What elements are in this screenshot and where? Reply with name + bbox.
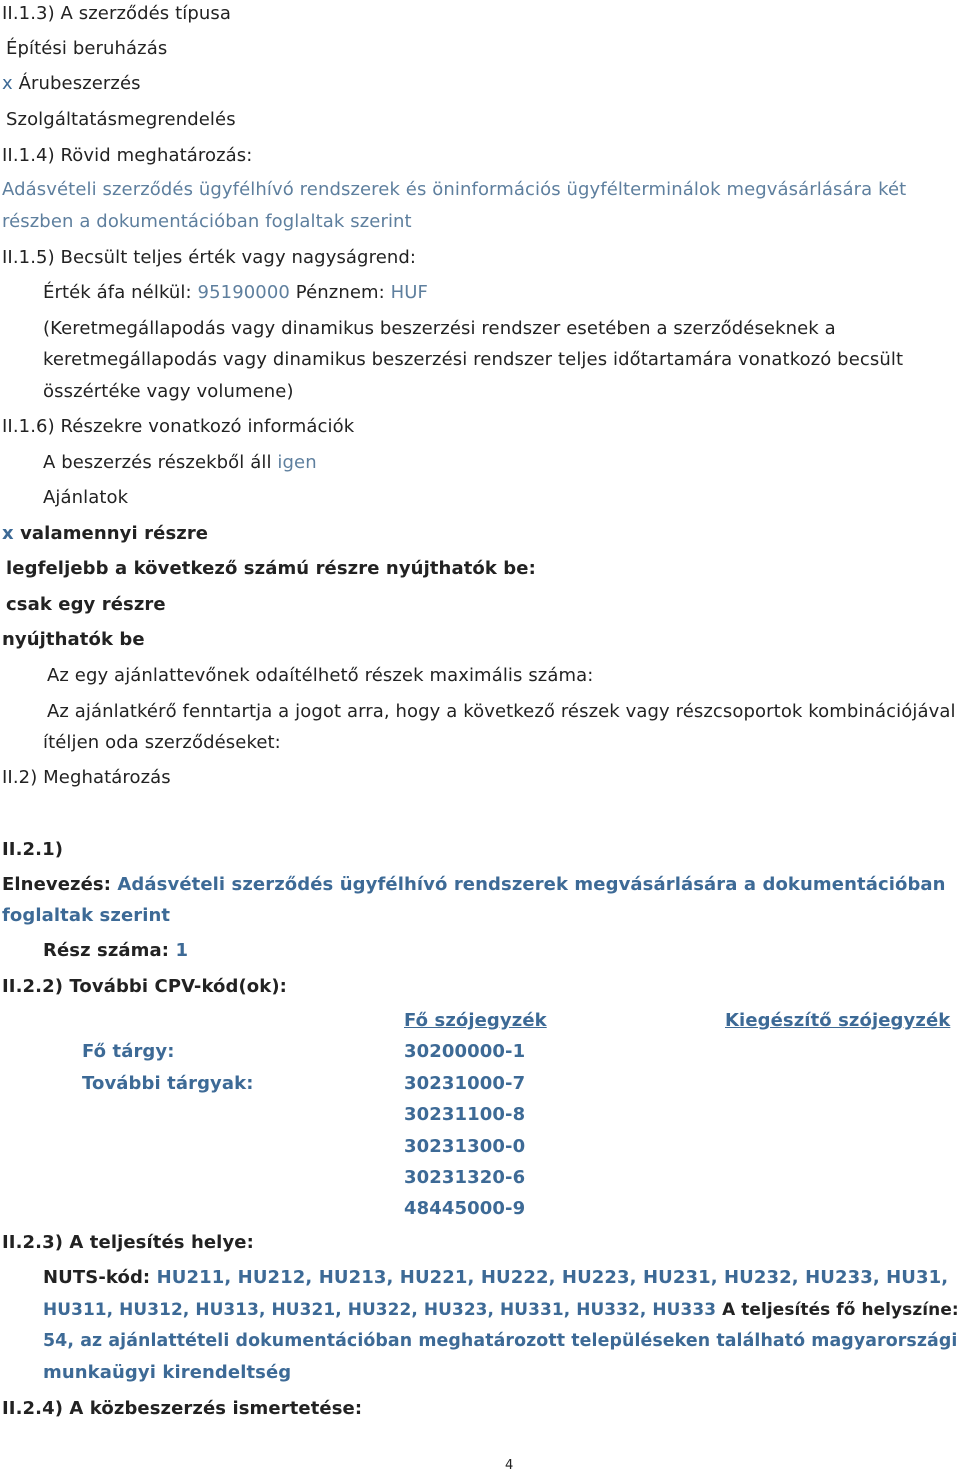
- cpv-code: 30231320-6: [404, 1167, 526, 1188]
- main-place-line-2: munkaügyi kirendeltség: [43, 1362, 292, 1383]
- cpv-code: 30231300-0: [404, 1136, 526, 1157]
- one-part-option: csak egy részre: [6, 594, 166, 615]
- column-header-main-vocabulary: Fő szójegyzék: [404, 1010, 547, 1031]
- parts-row: A beszerzés részekből áll igen: [43, 452, 317, 473]
- short-description-line-2: részben a dokumentációban foglaltak szerint: [2, 211, 412, 232]
- name-value-line-2: foglaltak szerint: [2, 905, 171, 926]
- cpv-code: 48445000-9: [404, 1198, 526, 1219]
- part-number-value: 1: [175, 940, 189, 961]
- estimated-value-note-line-1: (Keretmegállapodás vagy dinamikus beszerzési rendszer esetében a szerződéseknek a: [43, 318, 836, 339]
- combination-text-line-2: ítéljen oda szerződéseket:: [43, 732, 281, 753]
- nuts-row: NUTS-kód: HU211, HU212, HU213, HU221, HU222, HU223, HU231, HU232, HU233, HU31,: [43, 1267, 949, 1288]
- contract-type-option-services: Szolgáltatásmegrendelés: [6, 109, 236, 130]
- selected-mark: x: [2, 73, 13, 94]
- section-heading-cpv-codes: II.2.2) További CPV-kód(ok):: [2, 976, 287, 997]
- section-heading-2-2-1: II.2.1): [2, 839, 64, 860]
- estimated-value-row: Érték áfa nélkül: 95190000 Pénznem: HUF: [43, 282, 429, 303]
- max-parts-option: legfeljebb a következő számú részre nyújthatók be:: [6, 558, 536, 579]
- cpv-code: 30231100-8: [404, 1104, 526, 1125]
- section-heading-description: II.2) Meghatározás: [2, 767, 171, 788]
- section-heading-parts-info: II.1.6) Részekre vonatkozó információk: [2, 416, 355, 437]
- estimated-value-note-line-3: összértéke vagy volumene): [43, 381, 294, 402]
- estimated-value: 95190000: [197, 282, 290, 303]
- section-heading-procurement-description: II.2.4) A közbeszerzés ismertetése:: [2, 1398, 363, 1419]
- contract-type-option-goods: x Árubeszerzés: [2, 73, 141, 94]
- estimated-value-note-line-2: keretmegállapodás vagy dinamikus beszerzési rendszer teljes időtartamára vonatkozó becsült: [43, 349, 904, 370]
- selected-mark: x: [2, 523, 14, 544]
- column-header-supplementary-vocabulary: Kiegészítő szójegyzék: [725, 1010, 951, 1031]
- additional-objects-label: További tárgyak:: [82, 1073, 254, 1094]
- nuts-row-2: [43, 1298, 959, 1320]
- section-heading-contract-type: II.1.3) A szerződés típusa: [2, 3, 232, 24]
- nuts-codes-line-2: HU311, HU312, HU313, HU321, HU322, HU323, HU331, HU332, HU333: [43, 1299, 717, 1319]
- currency-value: HUF: [390, 282, 429, 303]
- section-heading-place-of-performance: II.2.3) A teljesítés helye:: [2, 1232, 254, 1253]
- main-place-line-1: 54, az ajánlattételi dokumentációban meghatározott településeken található magyarországi: [43, 1331, 958, 1351]
- name-value-line-1: Adásvételi szerződés ügyfélhívó rendszerek megvásárlására a dokumentációban: [117, 874, 946, 895]
- main-place-label: A teljesítés fő helyszíne:: [722, 1299, 959, 1319]
- part-number-row: Rész száma: 1: [43, 940, 189, 961]
- parts-value: igen: [277, 452, 317, 473]
- main-object-label: Fő tárgy:: [82, 1041, 175, 1062]
- offers-label: Ajánlatok: [43, 487, 129, 508]
- main-object-code: 30200000-1: [404, 1041, 526, 1062]
- name-row: Elnevezés: Adásvételi szerződés ügyfélhívó rendszerek megvásárlására a dokumentációban: [2, 874, 946, 895]
- section-heading-short-description: II.1.4) Rövid meghatározás:: [2, 145, 253, 166]
- page-number: 4: [505, 1458, 514, 1473]
- section-heading-estimated-value: II.1.5) Becsült teljes érték vagy nagyságrend:: [2, 247, 417, 268]
- contract-type-option-construction: Építési beruházás: [6, 38, 168, 59]
- submit-label: nyújthatók be: [2, 629, 145, 650]
- cpv-code: 30231000-7: [404, 1073, 526, 1094]
- max-award-text: Az egy ajánlattevőnek odaítélhető részek maximális száma:: [47, 665, 594, 686]
- combination-text-line-1: Az ajánlatkérő fenntartja a jogot arra, hogy a következő részek vagy részcsoportok kombinációjával: [47, 701, 956, 722]
- short-description-line-1: Adásvételi szerződés ügyfélhívó rendszerek és öninformációs ügyfélterminálok megvásárlására két: [2, 179, 907, 200]
- all-parts-option: x valamennyi részre: [2, 523, 209, 544]
- nuts-codes-line-1: HU211, HU212, HU213, HU221, HU222, HU223, HU231, HU232, HU233, HU31,: [156, 1267, 949, 1288]
